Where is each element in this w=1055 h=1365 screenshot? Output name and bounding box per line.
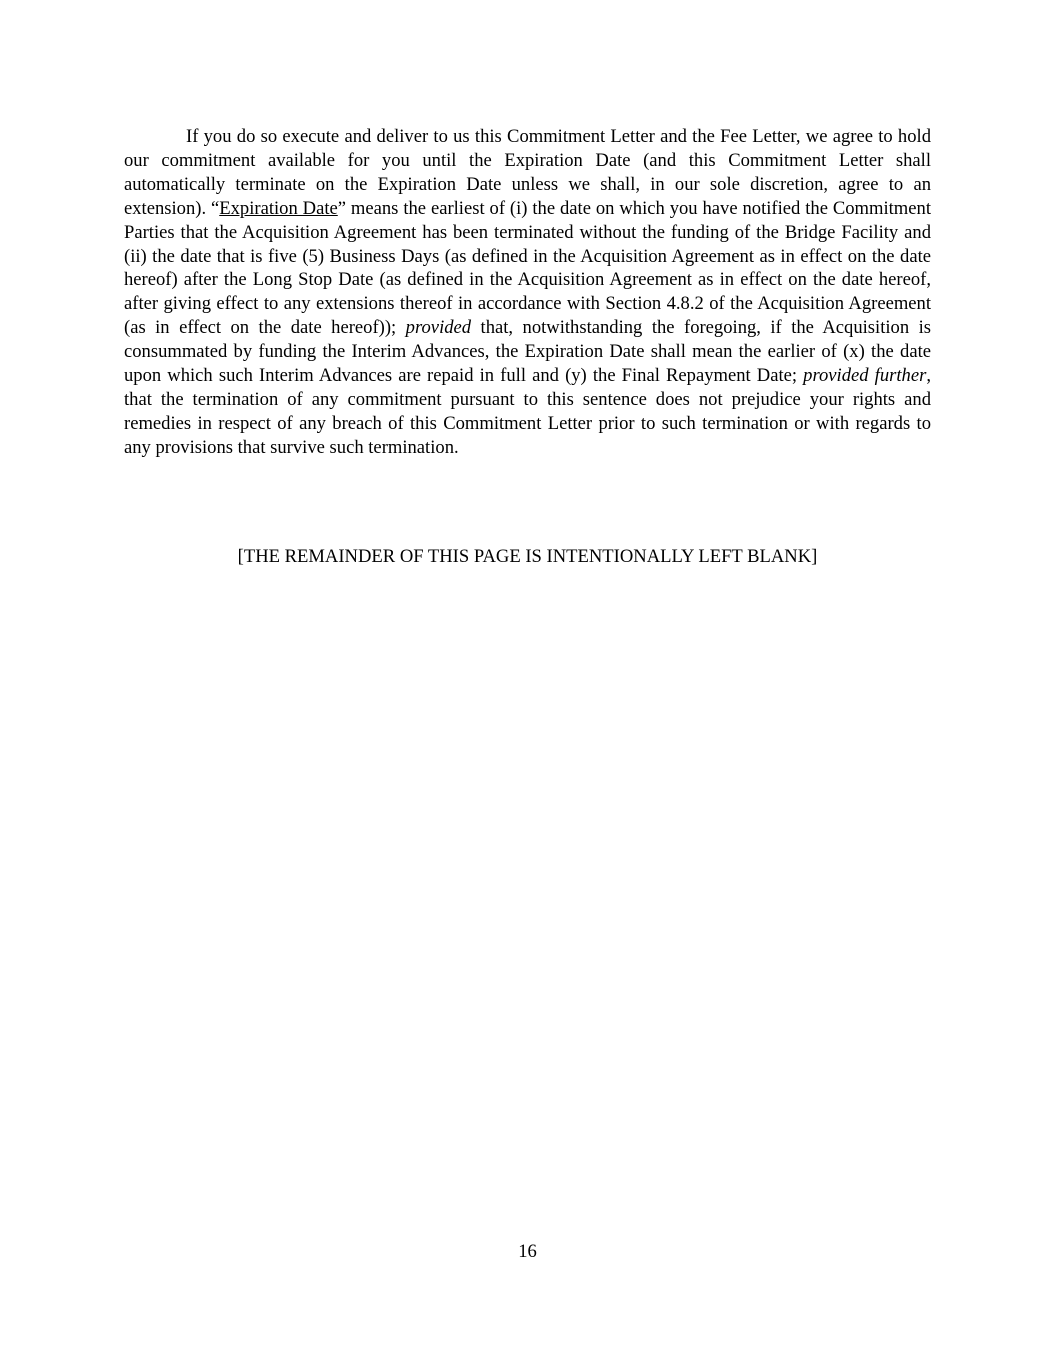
paragraph-text-part-4: , that the termination of any commitment pursuant to this sentence does not prejudice your rights and remedies in respect of any breach of this Commitment Letter prior to such termination or with regards to any provisions that survive such termination. — [124, 365, 931, 458]
paragraph-text-part-2: ” means the earliest of (i) the date on which you have notified the Commitment Parties that the Acquisition Agreement has been terminated without the funding of the Bridge Facility and (ii) the date that is five (5) Business Days (as defined in the Acquisition Agreement as in effect on the date hereof) after the Long Stop Date (as defined in the Acquisition Agreement as in effect on the date hereof, after giving effect to any extensions thereof in accordance with Section 4.8.2 of the Acquisition Agreement (as in effect on the date hereof)); — [124, 197, 931, 339]
defined-term-expiration-date: Expiration Date — [219, 197, 338, 219]
body-paragraph — [124, 125, 931, 460]
blank-page-notice: [THE REMAINDER OF THIS PAGE IS INTENTIONALLY LEFT BLANK] — [237, 546, 818, 567]
italic-provided: provided — [405, 317, 472, 339]
paragraph-text-part-1: If you do so execute and deliver to us this Commitment Letter and the Fee Letter, we agree to hold our commitment available for you until the Expiration Date (and this Commitment Letter shall automatically terminate on the Expiration Date unless we shall, in our sole discretion, agree to an extension). “ — [124, 126, 931, 219]
italic-provided-further: provided further — [803, 365, 927, 387]
page-number: 16 — [518, 1241, 537, 1262]
paragraph-text-part-3: that, notwithstanding the foregoing, if the Acquisition is consummated by funding the Interim Advances, the Expiration Date shall mean the earlier of (x) the date upon which such Interim Advances are repaid in full and (y) the Final Repayment Date; — [124, 317, 931, 387]
